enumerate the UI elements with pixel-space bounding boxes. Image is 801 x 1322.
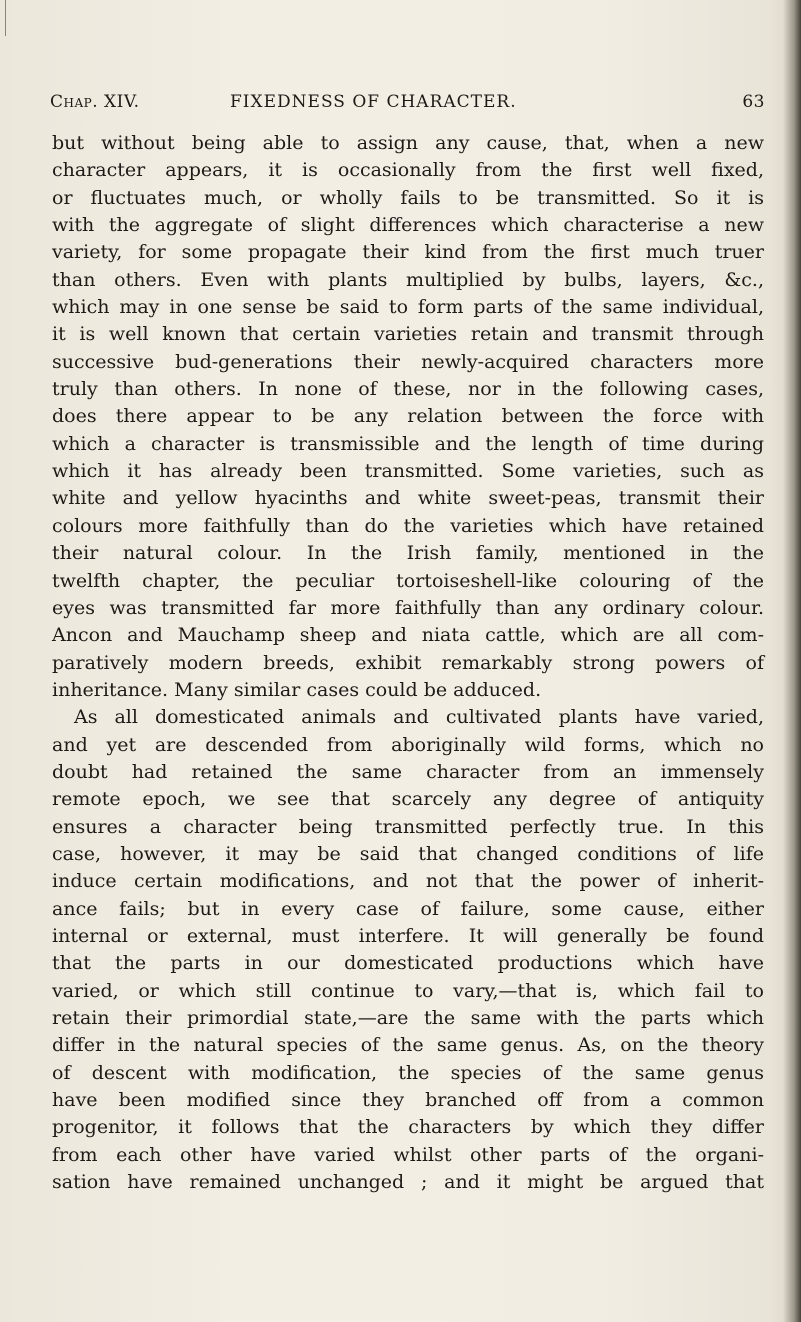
text-line: doubt had retained the same character from an immensely (52, 760, 764, 783)
page-edge-shadow (783, 0, 801, 1322)
text-line: eyes was transmitted far more faithfully than any ordinary colour. (52, 596, 764, 619)
text-line: than others. Even with plants multiplied by bulbs, layers, &c., (52, 268, 764, 291)
text-line: Ancon and Mauchamp sheep and niata cattle, which are all com- (52, 624, 764, 647)
text-line: and yet are descended from aboriginally wild forms, which no (52, 733, 764, 756)
text-line: which it has already been transmitted. Some varieties, such as (52, 460, 764, 483)
text-line: colours more faithfully than do the varieties which have retained (52, 514, 764, 537)
page-number: 63 (742, 92, 765, 112)
text-line: differ in the natural species of the same genus. As, on the theory (52, 1034, 764, 1057)
text-line: it is well known that certain varieties retain and transmit through (52, 323, 764, 346)
margin-rule (5, 0, 6, 36)
text-line: remote epoch, we see that scarcely any degree of antiquity (52, 788, 764, 811)
text-line: that the parts in our domesticated productions which have (52, 952, 764, 975)
text-line: inheritance. Many similar cases could be adduced. (52, 678, 542, 701)
text-line: character appears, it is occasionally from the first well fixed, (52, 159, 764, 182)
body-text (52, 130, 764, 1196)
text-line: white and yellow hyacinths and white sweet-peas, transmit their (52, 487, 764, 510)
text-line: from each other have varied whilst other parts of the organi- (52, 1143, 764, 1166)
text-line: which a character is transmissible and the length of time during (52, 432, 764, 455)
text-line: As all domesticated animals and cultivated plants have varied, (74, 706, 764, 729)
text-line: successive bud-generations their newly-acquired characters more (52, 350, 764, 373)
text-line: case, however, it may be said that changed conditions of life (52, 842, 764, 865)
chapter-title: FIXEDNESS OF CHARACTER. (230, 92, 517, 112)
text-line: or fluctuates much, or wholly fails to be transmitted. So it is (52, 186, 764, 209)
text-line: with the aggregate of slight differences which characterise a new (52, 214, 764, 237)
text-line: paratively modern breeds, exhibit remarkably strong powers of (52, 651, 764, 674)
text-line: does there appear to be any relation between the force with (52, 405, 764, 428)
text-line: but without being able to assign any cause, that, when a new (52, 132, 764, 154)
text-line: of descent with modification, the species of the same genus (52, 1061, 764, 1084)
text-line: ensures a character being transmitted perfectly true. In this (52, 815, 764, 838)
text-line: truly than others. In none of these, nor in the following cases, (52, 378, 764, 401)
text-line: their natural colour. In the Irish family, mentioned in the (52, 542, 764, 565)
text-line: varied, or which still continue to vary,—that is, which fail to (52, 979, 764, 1002)
text-line: progenitor, it follows that the characters by which they differ (52, 1116, 764, 1139)
text-line: retain their primordial state,—are the same with the parts which (52, 1007, 764, 1029)
text-line: ance fails; but in every case of failure, some cause, either (52, 897, 764, 920)
text-line: internal or external, must interfere. It will generally be found (52, 924, 764, 947)
chapter-label: Chap. XIV. (50, 92, 140, 112)
text-line: twelfth chapter, the peculiar tortoiseshell-like colouring of the (52, 569, 764, 592)
running-head (50, 92, 765, 116)
text-line: induce certain modifications, and not that the power of inherit- (52, 870, 764, 893)
text-line: which may in one sense be said to form parts of the same individual, (52, 296, 764, 319)
text-line: variety, for some propagate their kind from the first much truer (52, 241, 764, 264)
text-line: have been modified since they branched off from a common (52, 1089, 764, 1112)
text-line: sation have remained unchanged ; and it might be argued that (52, 1171, 764, 1194)
